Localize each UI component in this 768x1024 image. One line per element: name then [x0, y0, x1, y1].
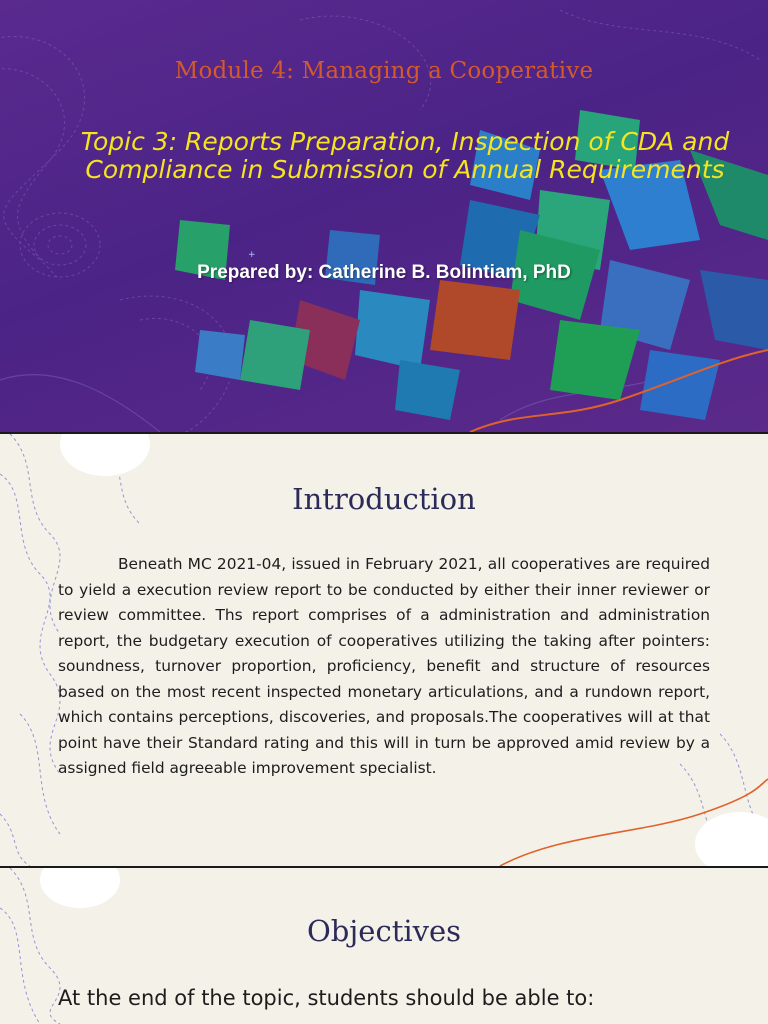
- objectives-heading: Objectives: [306, 914, 462, 948]
- introduction-slide: [0, 434, 768, 866]
- objectives-lead: At the end of the topic, students should be able to:: [58, 986, 595, 1010]
- introduction-heading: Introduction: [292, 482, 476, 516]
- objectives-slide: [0, 868, 768, 1024]
- plus-mark: +: [248, 250, 256, 260]
- cover-slide: [0, 0, 768, 432]
- module-title: Module 4: Managing a Cooperative: [174, 58, 594, 84]
- topic-title: Topic 3: Reports Preparation, Inspection of CDA and Compliance in Submission of Annual Requirements: [80, 127, 730, 184]
- introduction-body: Beneath MC 2021-04, issued in February 2021, all cooperatives are required to yield a execution review report to be conducted by either their inner reviewer or review committee. Ths report comprises of a administration and administration report, the budgetary execution of cooperatives utilizing the taking after pointers: soundness, turnover proportion, proficiency, benefit and structure of resources based on the most recent inspected monetary articulations, and a rundown report, which contains perceptions, discoveries, and proposals.The cooperatives will at that point have their Standard rating and this will in turn be approved amid review by a assigned field agreeable improvement specialist.: [58, 555, 710, 777]
- author-line: Prepared by: Catherine B. Bolintiam, PhD: [197, 262, 571, 283]
